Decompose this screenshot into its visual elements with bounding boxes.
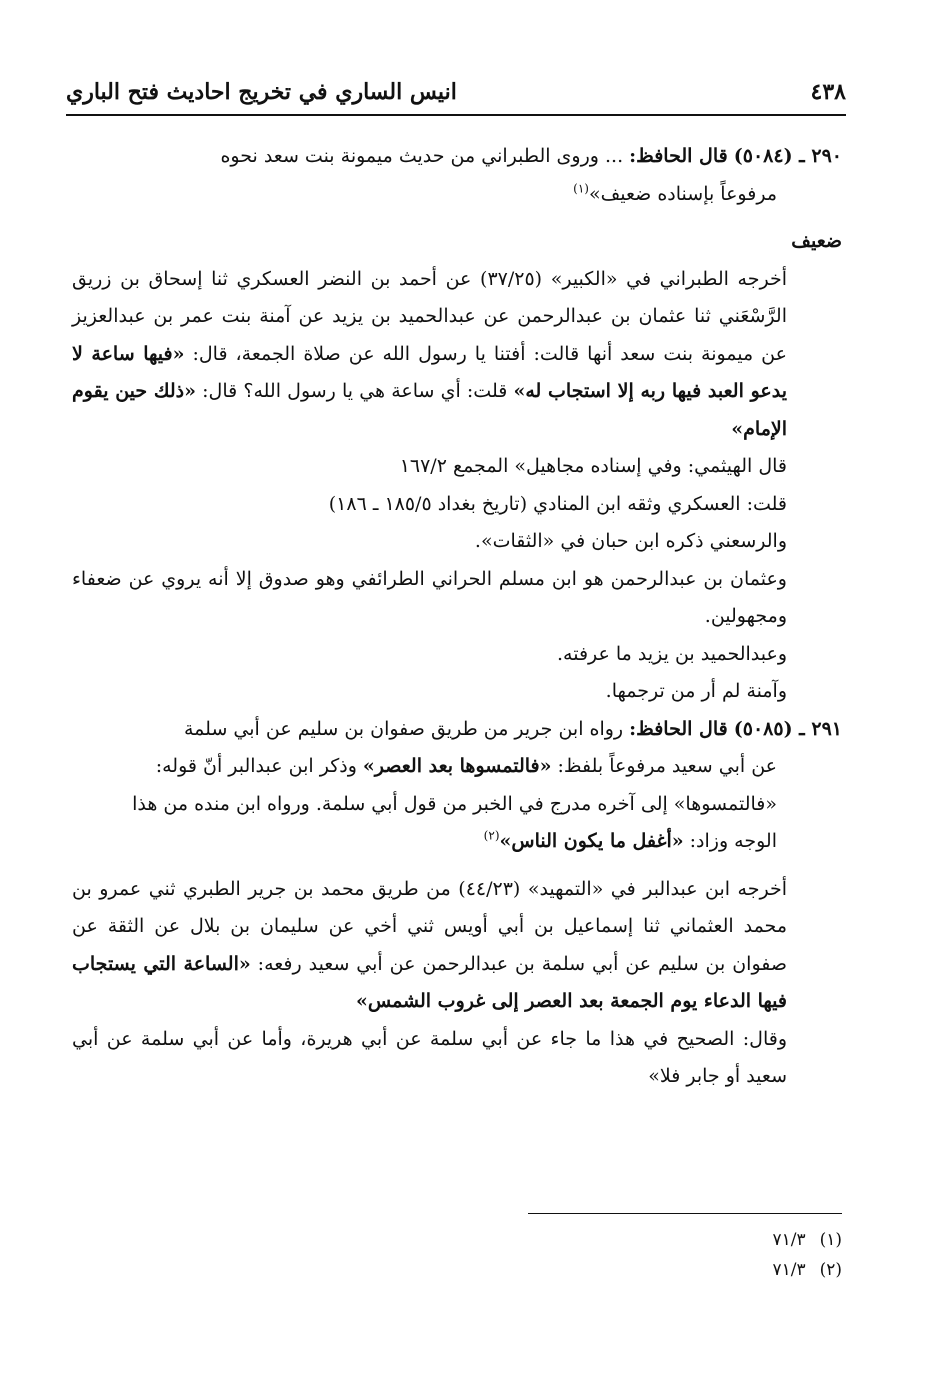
footnote-2 [720, 1255, 842, 1285]
entry-291-line-2 [72, 748, 842, 786]
note-line: قلت: العسكري وثقه ابن المنادي (تاريخ بغداد ١٨٥/٥ ـ ١٨٦) [328, 492, 787, 515]
entry-number: ٢٩١ ـ (٥٠٨٥) [733, 717, 842, 740]
note-paragraph: وعثمان بن عبدالرحمن هو ابن مسلم الحراني الطرائفي وهو صدوق إلا أنه يروي عن ضعفاء ومجهولين. [72, 567, 787, 627]
quote-text: مرفوعاً بإسناده ضعيف» [588, 182, 777, 205]
footnote-ref: (١) [573, 181, 589, 196]
note-line: وآمنة لم أر من ترجمها. [605, 680, 787, 702]
quote-text: وذكر ابن عبدالبر أنّ قوله: [155, 755, 363, 777]
footnote-mark: (٢) [819, 1260, 842, 1280]
hadith-text: «ذلك حين يقوم الإمام» [72, 380, 787, 440]
grade-heading: ضعيف [791, 230, 842, 252]
book-title: انيس الساري في تخريج احاديث فتح الباري [66, 79, 457, 105]
paragraph-text: أخرجه الطبراني في «الكبير» (٣٧/٢٥) عن أحمد بن النضر العسكري ثنا إسحاق بن زريق الرَّسْعَني ثنا عثمان بن عبدالرحمن عن عبدالحميد بن يزيد عن آمنة بنت عمر بن عبدالعزيز عن ميمونة بنت سعد أنها قالت: أفتنا يا رسول الله عن صلاة الجمعة، قال: [72, 267, 787, 365]
quote-text: ... وروى الطبراني من حديث ميمونة بنت سعد نحوه [220, 145, 624, 167]
takhrij-paragraph [72, 261, 842, 449]
note-line: والرسعني ذكره ابن حبان في «الثقات». [474, 530, 787, 552]
page-body [72, 138, 842, 1096]
note-line: وعبدالحميد بن يزيد ما عرفته. [556, 642, 787, 665]
entry-291-line-1 [72, 711, 842, 749]
note-paragraph: وقال: الصحيح في هذا ما جاء عن أبي سلمة عن أبي هريرة، وأما عن أبي سلمة عن أبي سعيد أو جابر فلا» [72, 1027, 787, 1087]
footnote-text: ٧١/٣ [772, 1230, 806, 1250]
entry-291-line-3: «فالتمسوها» إلى آخره مدرج في الخبر من قول أبي سلمة. ورواه ابن منده من هذا [132, 792, 777, 815]
page-header [66, 70, 846, 116]
page-number: ٤٣٨ [810, 79, 846, 105]
quote-text: عن أبي سعيد مرفوعاً بلفظ: [551, 755, 777, 777]
hadith-text: «فيها ساعة لا يدعو العبد فيها ربه إلا استجاب له» [72, 342, 787, 402]
entry-number: ٢٩٠ ـ (٥٠٨٤) [733, 145, 842, 167]
hafiz-label: قال الحافظ: [629, 145, 728, 167]
footnote-ref: (٢) [483, 828, 500, 843]
quote-text: الوجه وزاد: [683, 830, 777, 852]
hafiz-label: قال الحافظ: [629, 717, 728, 740]
entry-290-line-2 [72, 176, 842, 214]
footnote-separator [528, 1213, 842, 1214]
haythami-line: قال الهيثمي: وفي إسناده مجاهيل» المجمع ١٦٧/٢ [399, 455, 787, 477]
footnotes [720, 1225, 842, 1285]
footnote-mark: (١) [819, 1230, 842, 1250]
quote-text: رواه ابن جرير من طريق صفوان بن سليم عن أبي سلمة [184, 717, 624, 740]
hadith-text: «أغفل ما يكون الناس» [499, 830, 684, 852]
paragraph-text: أخرجه ابن عبدالبر في «التمهيد» (٤٤/٢٣) من طريق محمد بن جرير الطبري ثني عمرو بن محمد العثماني ثنا إسماعيل بن أبي أويس ثني أخي عن سليمان بن بلال عن الثقة عن صفوان بن سليم عن أبي سلمة بن عبدالرحمن عن أبي سعيد رفعه: [72, 877, 788, 975]
footnote-1 [720, 1225, 842, 1255]
takhrij-paragraph [72, 871, 842, 1021]
entry-291-line-4 [72, 823, 842, 861]
footnote-text: ٧١/٣ [772, 1260, 806, 1280]
entry-290-line-1 [72, 138, 842, 176]
paragraph-text: قلت: أي ساعة هي يا رسول الله؟ قال: [196, 380, 514, 402]
hadith-text: «فالتمسوها بعد العصر» [362, 755, 552, 777]
hadith-text: «الساعة التي يستجاب فيها الدعاء يوم الجمعة بعد العصر إلى غروب الشمس» [72, 952, 787, 1012]
